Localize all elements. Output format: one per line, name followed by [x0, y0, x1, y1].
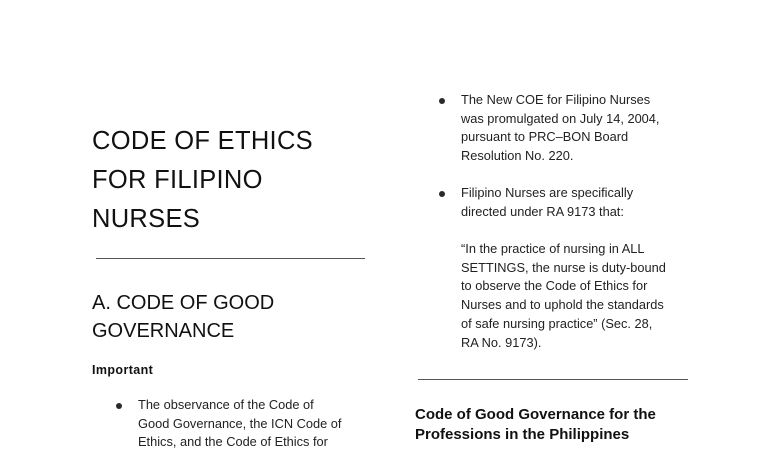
quotation-line: RA No. 9173).: [461, 334, 542, 350]
section-heading-line: GOVERNANCE: [92, 320, 235, 342]
list-item-line: The observance of the Code of: [138, 397, 314, 412]
section-heading-line: Code of Good Governance for the: [415, 406, 656, 423]
document-title: [92, 122, 382, 239]
list-item: [138, 396, 378, 452]
section-heading: [92, 289, 382, 345]
list-item-line: Good Governance, the ICN Code of: [138, 415, 342, 431]
list-item: [461, 184, 711, 221]
list-item-line: pursuant to PRC–BON Board: [461, 129, 629, 145]
quotation-line: “In the practice of nursing in ALL: [461, 241, 645, 256]
title-line: CODE OF ETHICS: [92, 127, 313, 155]
quotation: [461, 240, 711, 352]
horizontal-divider: [96, 258, 365, 259]
quotation-line: to observe the Code of Ethics for: [461, 278, 648, 294]
list-item-line: Resolution No. 220.: [461, 148, 574, 164]
bullet-icon: [439, 98, 445, 104]
title-line: NURSES: [92, 205, 201, 233]
list-item-line: was promulgated on July 14, 2004,: [461, 110, 660, 126]
list-item-line: directed under RA 9173 that:: [461, 203, 624, 219]
list-item: [461, 91, 711, 166]
list-item-line: Ethics, and the Code of Ethics for: [138, 434, 328, 450]
horizontal-divider: [418, 379, 688, 380]
quotation-line: SETTINGS, the nurse is duty-bound: [461, 259, 666, 275]
quotation-line: Nurses and to uphold the standards: [461, 297, 664, 313]
sub-label: Important: [92, 363, 154, 377]
section-heading-line: Professions in the Philippines: [415, 426, 630, 443]
title-line: FOR FILIPINO: [92, 166, 263, 194]
list-item-line: Filipino Nurses are specifically: [461, 185, 634, 200]
bullet-icon: [116, 403, 122, 409]
bullet-icon: [439, 191, 445, 197]
quotation-line: of safe nursing practice” (Sec. 28,: [461, 315, 653, 331]
list-item-line: The New COE for Filipino Nurses: [461, 92, 651, 107]
section-heading: [415, 405, 715, 445]
section-heading-line: A. CODE OF GOOD: [92, 292, 275, 314]
